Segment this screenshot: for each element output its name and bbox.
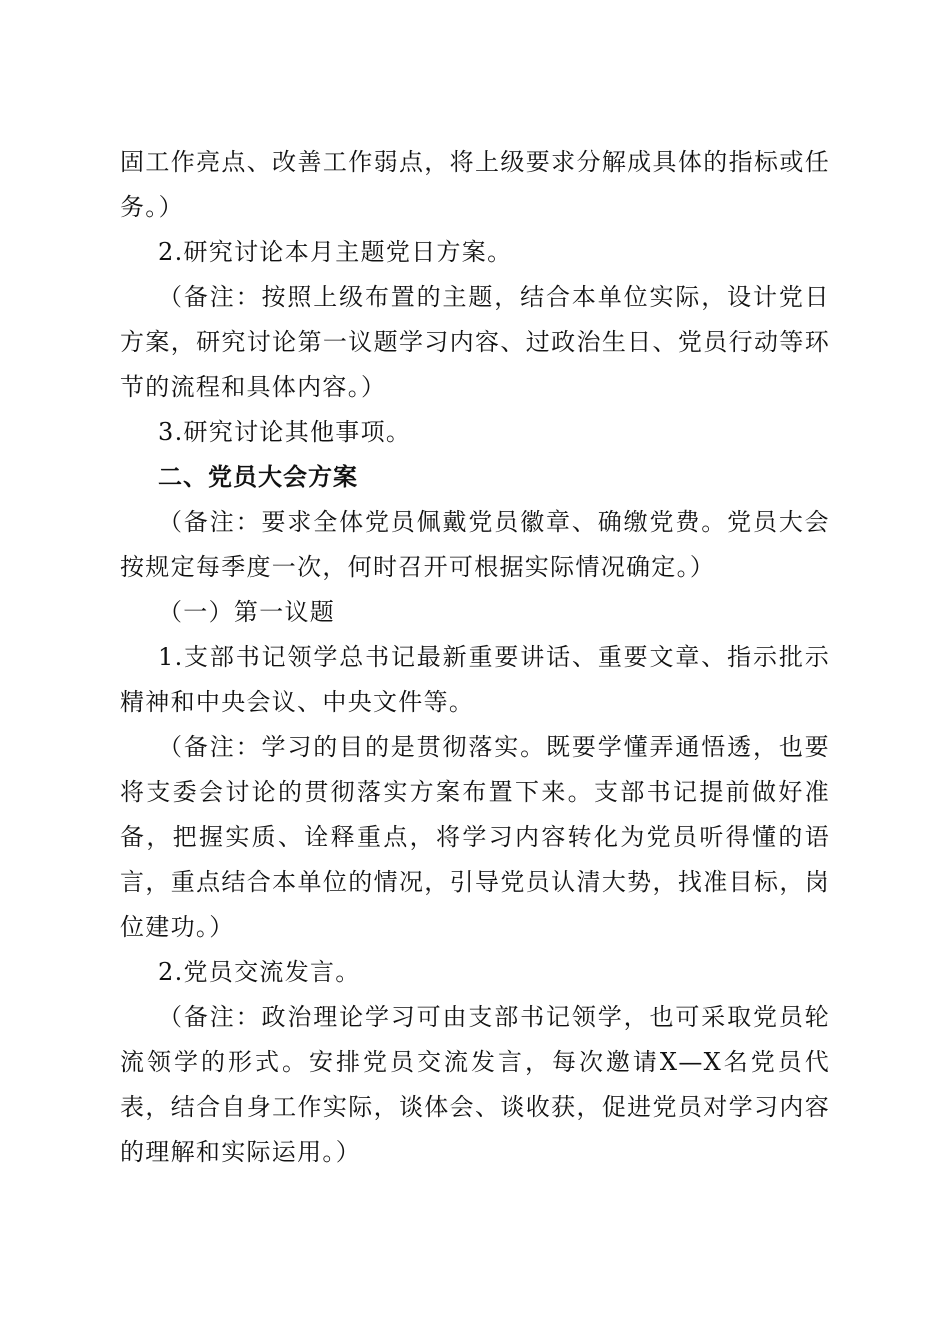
note-study-purpose: （备注：学习的目的是贯彻落实。既要学懂弄通悟透，也要将支委会讨论的贯彻落实方案布置下来。支部书记提前做好准备，把握实质、诠释重点，将学习内容转化为党员听得懂的语言，重点结合本单位的情况，引导党员认清大势，找准目标，岗位建功。） xyxy=(120,733,830,941)
document-body xyxy=(120,140,830,1175)
paragraph-continued-note: 固工作亮点、改善工作弱点，将上级要求分解成具体的指标或任务。） xyxy=(120,148,830,221)
item-member-speeches: 2.党员交流发言。 xyxy=(158,958,361,986)
note-party-member-meeting: （备注：要求全体党员佩戴党员徽章、确缴党费。党员大会按规定每季度一次，何时召开可根据实际情况确定。） xyxy=(120,508,830,581)
item-discuss-party-day-plan: 2.研究讨论本月主题党日方案。 xyxy=(158,238,513,266)
note-party-day-plan: （备注：按照上级布置的主题，结合本单位实际，设计党日方案，研究讨论第一议题学习内容、过政治生日、党员行动等环节的流程和具体内容。） xyxy=(120,283,830,401)
subsection-first-topic: （一）第一议题 xyxy=(158,598,336,626)
section-heading-party-member-meeting: 二、党员大会方案 xyxy=(158,463,358,491)
item-secretary-leads-study: 1.支部书记领学总书记最新重要讲话、重要文章、指示批示精神和中央会议、中央文件等。 xyxy=(120,643,830,716)
item-discuss-other-matters: 3.研究讨论其他事项。 xyxy=(158,418,412,446)
note-political-theory-study: （备注：政治理论学习可由支部书记领学，也可采取党员轮流领学的形式。安排党员交流发言，每次邀请X—X名党员代表，结合自身工作实际，谈体会、谈收获，促进党员对学习内容的理解和实际运用。） xyxy=(120,1003,830,1166)
